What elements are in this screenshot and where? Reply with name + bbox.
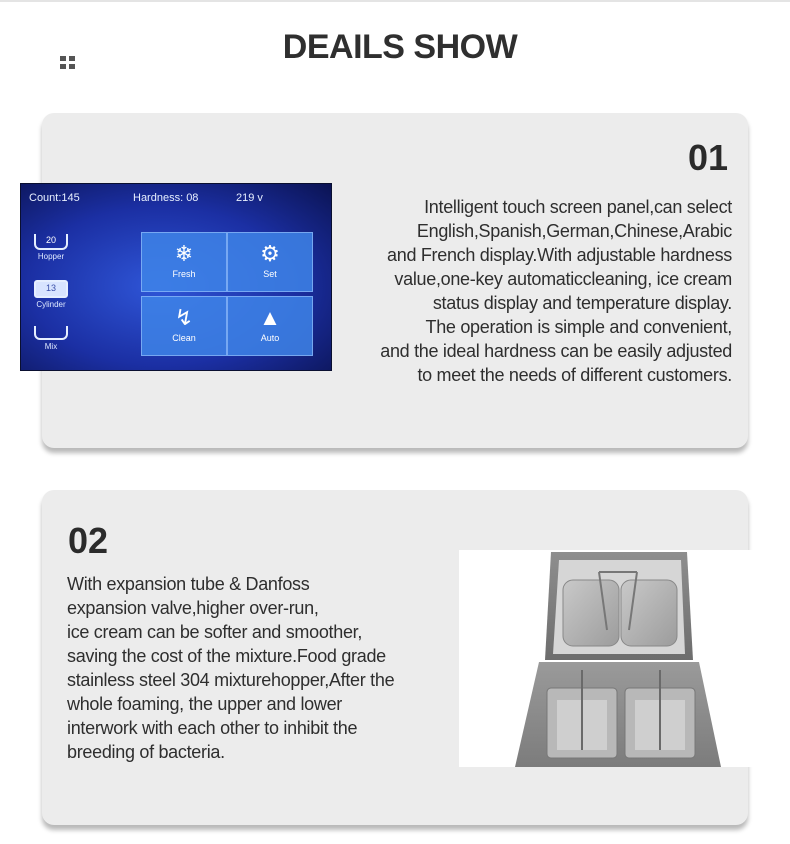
count-readout: Count:145 <box>29 192 80 204</box>
cylinder-label: Cylinder <box>36 300 66 309</box>
fresh-button[interactable] <box>141 232 227 292</box>
description-line: The operation is simple and convenient, <box>425 317 732 337</box>
description-line: value,one-key automaticcleaning, ice cream <box>394 269 732 289</box>
description-line: English,Spanish,German,Chinese,Arabic <box>416 221 732 241</box>
faucet-icon: ↯ <box>174 305 194 330</box>
set-button[interactable] <box>227 232 313 292</box>
hopper-value: 20 <box>34 234 68 250</box>
clean-button[interactable] <box>141 296 227 356</box>
set-label: Set <box>263 269 277 279</box>
top-divider <box>0 0 790 2</box>
description-line: saving the cost of the mixture.Food grade <box>67 646 386 666</box>
ice-cream-icon: ▲ <box>259 305 281 330</box>
description-line: to meet the needs of different customers. <box>417 365 732 385</box>
mix-icon <box>34 326 68 340</box>
description-line: breeding of bacteria. <box>67 742 225 762</box>
clean-label: Clean <box>172 333 196 343</box>
mix-label: Mix <box>44 342 58 351</box>
fresh-label: Fresh <box>172 269 196 279</box>
page-title: DEAILS SHOW <box>282 28 518 66</box>
hopper-indicator <box>29 234 73 261</box>
snowflake-icon: ❄ <box>174 241 194 266</box>
auto-button[interactable] <box>227 296 313 356</box>
description-line: whole foaming, the upper and lower <box>67 694 342 714</box>
hopper-photo <box>459 550 753 767</box>
voltage-readout: 219 v <box>236 192 263 204</box>
section-number: 02 <box>68 520 109 561</box>
section-description <box>380 195 732 387</box>
hardness-readout: Hardness: 08 <box>133 192 199 204</box>
gear-icon: ⚙ <box>260 241 280 266</box>
description-line: status display and temperature display. <box>432 293 732 313</box>
cylinder-value: 13 <box>34 280 68 298</box>
auto-label: Auto <box>260 333 280 343</box>
description-line: and the ideal hardness can be easily adjusted <box>380 341 732 361</box>
description-line: stainless steel 304 mixturehopper,After the <box>67 670 395 690</box>
description-line: and French display.With adjustable hardness <box>387 245 732 265</box>
description-line: Intelligent touch screen panel,can select <box>424 197 732 217</box>
mix-indicator <box>29 326 73 351</box>
description-line: expansion valve,higher over-run, <box>67 598 319 618</box>
description-line: interwork with each other to inhibit the <box>67 718 358 738</box>
description-line: ice cream can be softer and smoother, <box>67 622 363 642</box>
hopper-label: Hopper <box>37 252 65 261</box>
section-description <box>67 572 394 764</box>
description-line: With expansion tube & Danfoss <box>67 574 310 594</box>
section-number: 01 <box>687 137 728 178</box>
stainless-hopper-illustration <box>459 550 753 767</box>
touch-screen-panel <box>20 183 332 371</box>
cylinder-indicator <box>29 280 73 309</box>
